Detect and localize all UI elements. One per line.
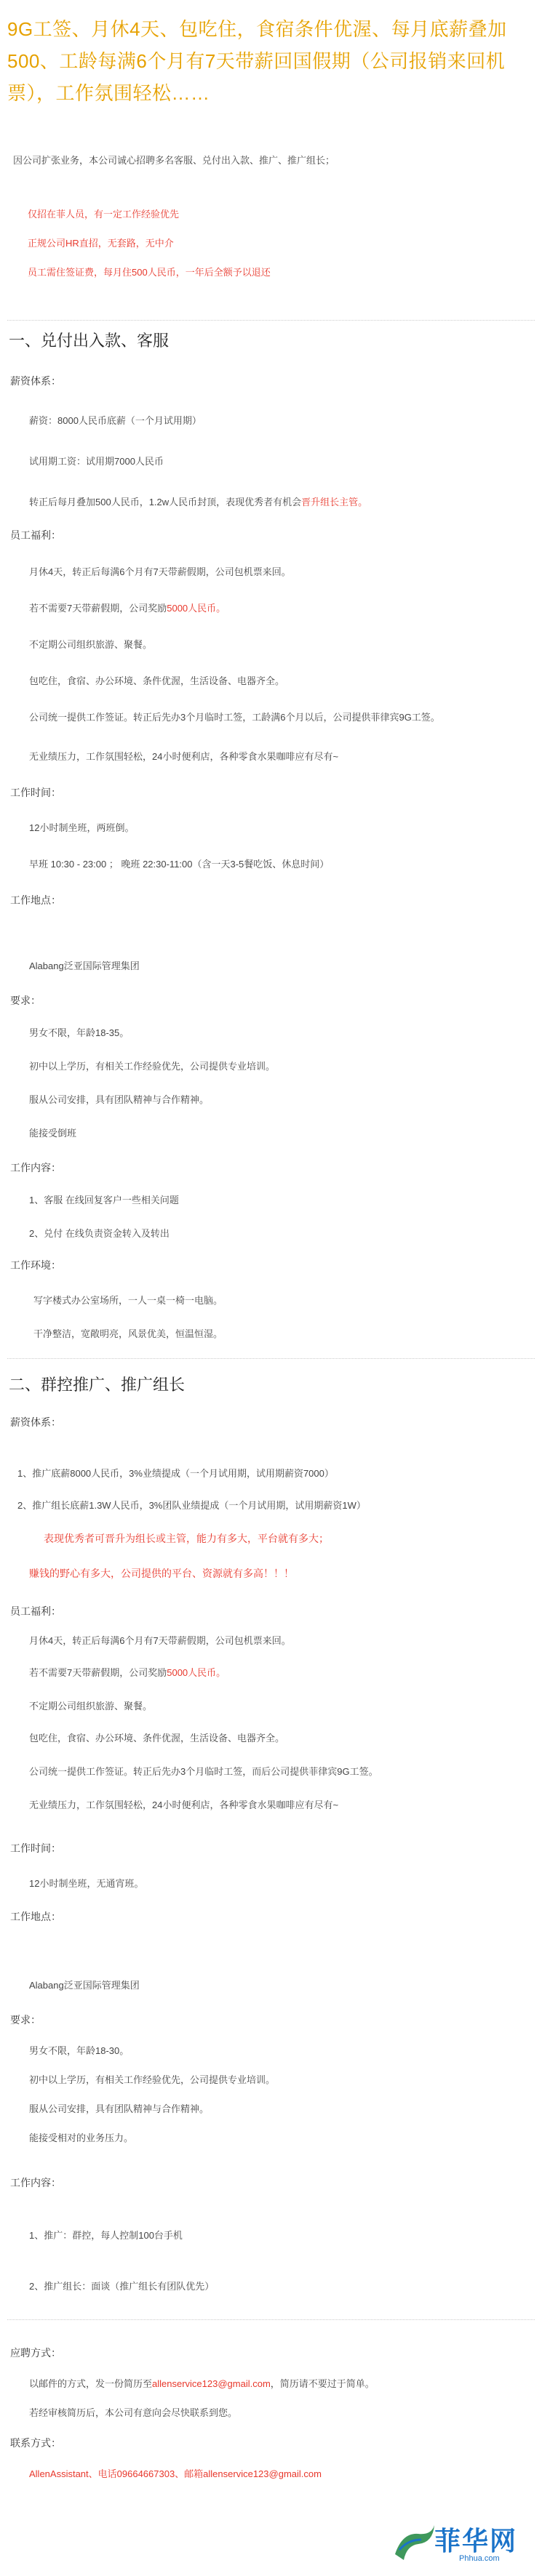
salary-text: 转正后每月叠加500人民币，1.2w人民币封顶，表现优秀者有机会: [29, 497, 302, 507]
location-label: 工作地点：: [10, 894, 61, 906]
duty-item: 1、客服 在线回复客户一些相关问题: [29, 1195, 179, 1205]
duty-item: 2、兑付 在线负责资金转入及转出: [29, 1228, 170, 1239]
environment-item: 干净整洁，宽敞明亮，风景优美，恒温恒湿。: [33, 1328, 223, 1339]
intro-text: 因公司扩张业务，本公司诚心招聘多名客服、兑付出入款、推广、推广组长；: [13, 155, 335, 166]
benefit-item: 无业绩压力，工作氛围轻松，24小时便利店，各种零食水果咖啡应有尽有~: [29, 751, 339, 762]
requirement-item: 能接受相对的业务压力。: [29, 2132, 134, 2143]
site-logo-text: 菲华网: [434, 2526, 518, 2556]
section-heading: 一、兑付出入款、客服: [9, 332, 170, 350]
apply-text: 以邮件的方式，发一份简历至: [29, 2378, 153, 2389]
requirement-item: 服从公司安排，具有团队精神与合作精神。: [29, 2103, 210, 2114]
hours-item: 12小时制坐班，两班倒。: [29, 822, 135, 833]
benefit-item: [29, 1665, 226, 1679]
benefit-item: 月休4天，转正后每满6个月有7天带薪假期，公司包机票来回。: [29, 1635, 291, 1646]
contact-label: 联系方式：: [10, 2437, 61, 2449]
salary-line: 薪资：8000人民币底薪（一个月试用期）: [29, 415, 202, 426]
notice-list: [13, 177, 522, 308]
dragon-logo-icon: [389, 2518, 440, 2569]
benefit-item: [29, 601, 226, 614]
apply-text: ，简历请不要过于简单。: [270, 2378, 375, 2389]
benefit-item: 不定期公司组织旅游、聚餐。: [29, 639, 153, 650]
hours-item: 早班 10:30 - 23:00 ； 晚班 22:30-11:00（含一天3-5餐吃饭、休息时间）: [29, 859, 330, 870]
section-heading: 二、群控推广、推广组长: [9, 1376, 186, 1394]
notice-item: 正规公司HR直招，无套路，无中介: [28, 238, 174, 249]
hours-label: 工作时间：: [10, 1842, 61, 1854]
notice-item: 仅招在菲人员，有一定工作经验优先: [28, 209, 180, 220]
benefit-item: 月休4天，转正后每满6个月有7天带薪假期，公司包机票来回。: [29, 566, 291, 577]
requirement-item: 服从公司安排，具有团队精神与合作精神。: [29, 1094, 210, 1105]
reward-highlight: 5000人民币。: [167, 1667, 226, 1678]
apply-note: 若经审核简历后，本公司有意向会尽快联系到您。: [29, 2407, 238, 2418]
requirement-item: 初中以上学历，有相关工作经验优先，公司提供专业培训。: [29, 1061, 276, 1072]
duty-item: 2、推广组长：面谈（推广组长有团队优先）: [29, 2281, 215, 2292]
benefits-label: 员工福利：: [10, 1605, 61, 1617]
salary-label: 薪资体系：: [10, 375, 61, 387]
requirement-item: 男女不限，年龄18-30。: [29, 2045, 129, 2056]
salary-line: 试用期工资：试用期7000人民币: [29, 456, 164, 467]
site-watermark: [389, 2518, 535, 2569]
requirements-label: 要求：: [10, 2014, 41, 2026]
benefit-item: 不定期公司组织旅游、聚餐。: [29, 1701, 153, 1712]
salary-label: 薪资体系：: [10, 1416, 61, 1428]
location-label: 工作地点：: [10, 1911, 61, 1922]
duties-label: 工作内容：: [10, 1162, 61, 1173]
promotion-highlight: 晋升组长主管。: [301, 497, 368, 507]
notice-item: 员工需住签证费，每月住500人民币，一年后全额予以退还: [28, 267, 271, 278]
benefit-item: 无业绩压力，工作氛围轻松，24小时便利店，各种零食水果咖啡应有尽有~: [29, 1799, 339, 1810]
benefit-item: 包吃住，食宿、办公环境、条件优渥，生活设备、电器齐全。: [29, 1733, 285, 1744]
environment-label: 工作环境：: [10, 1259, 61, 1271]
section-divider: [7, 320, 535, 321]
reward-highlight: 5000人民币。: [167, 603, 226, 614]
contact-info[interactable]: AllenAssistant、电话09664667303、邮箱allenservice123@gmail.com: [29, 2468, 322, 2479]
environment-item: 写字楼式办公室场所，一人一桌一椅一电脑。: [33, 1295, 223, 1306]
apply-email-link[interactable]: allenservice123@gmail.com: [152, 2378, 271, 2389]
location-value: Alabang泛亚国际管理集团: [29, 1980, 140, 1991]
requirement-item: 能接受倒班: [29, 1128, 77, 1139]
section-divider: [7, 2319, 535, 2320]
hours-item: 12小时制坐班，无通宵班。: [29, 1878, 144, 1889]
benefit-item: 公司统一提供工作签证。转正后先办3个月临时工签，而后公司提供菲律宾9G工签。: [29, 1766, 378, 1777]
headline: 9G工签、月休4天、包吃住，食宿条件优渥、每月底薪叠加500、工龄每满6个月有7天带薪回国假期（公司报销来回机票），工作氛围轻松……: [7, 18, 507, 104]
requirement-item: 初中以上学历，有相关工作经验优先，公司提供专业培训。: [29, 2074, 276, 2085]
benefit-text: 若不需要7天带薪假期，公司奖励: [29, 603, 167, 614]
location-value: Alabang泛亚国际管理集团: [29, 960, 140, 971]
requirement-item: 男女不限，年龄18-35。: [29, 1027, 129, 1038]
promotion-highlight: 表现优秀者可晋升为组长或主管，能力有多大，平台就有多大；: [44, 1533, 329, 1544]
hours-label: 工作时间：: [10, 787, 61, 798]
requirements-label: 要求：: [10, 995, 41, 1006]
site-url: Phhua.com: [459, 2554, 500, 2563]
benefit-item: 包吃住，食宿、办公环境、条件优渥，生活设备、电器齐全。: [29, 675, 285, 686]
benefit-item: 公司统一提供工作签证。转正后先办3个月临时工签，工龄满6个月以后，公司提供菲律宾9G工签。: [29, 712, 440, 723]
salary-line: [29, 494, 367, 508]
duties-label: 工作内容：: [10, 2177, 61, 2188]
apply-instruction: [29, 2376, 375, 2390]
salary-line: 1、推广底薪8000人民币，3%业绩提成（一个月试用期，试用期薪资7000）: [17, 1468, 334, 1479]
section-divider: [7, 1358, 535, 1359]
duty-item: 1、推广：群控，每人控制100台手机: [29, 2230, 183, 2241]
salary-line: 2、推广组长底薪1.3W人民币，3%团队业绩提成（一个月试用期，试用期薪资1W）: [17, 1500, 366, 1511]
apply-label: 应聘方式：: [10, 2347, 61, 2359]
benefit-text: 若不需要7天带薪假期，公司奖励: [29, 1667, 167, 1678]
promotion-highlight: 赚钱的野心有多大，公司提供的平台、资源就有多高！！！: [29, 1568, 294, 1579]
benefits-label: 员工福利：: [10, 529, 61, 541]
